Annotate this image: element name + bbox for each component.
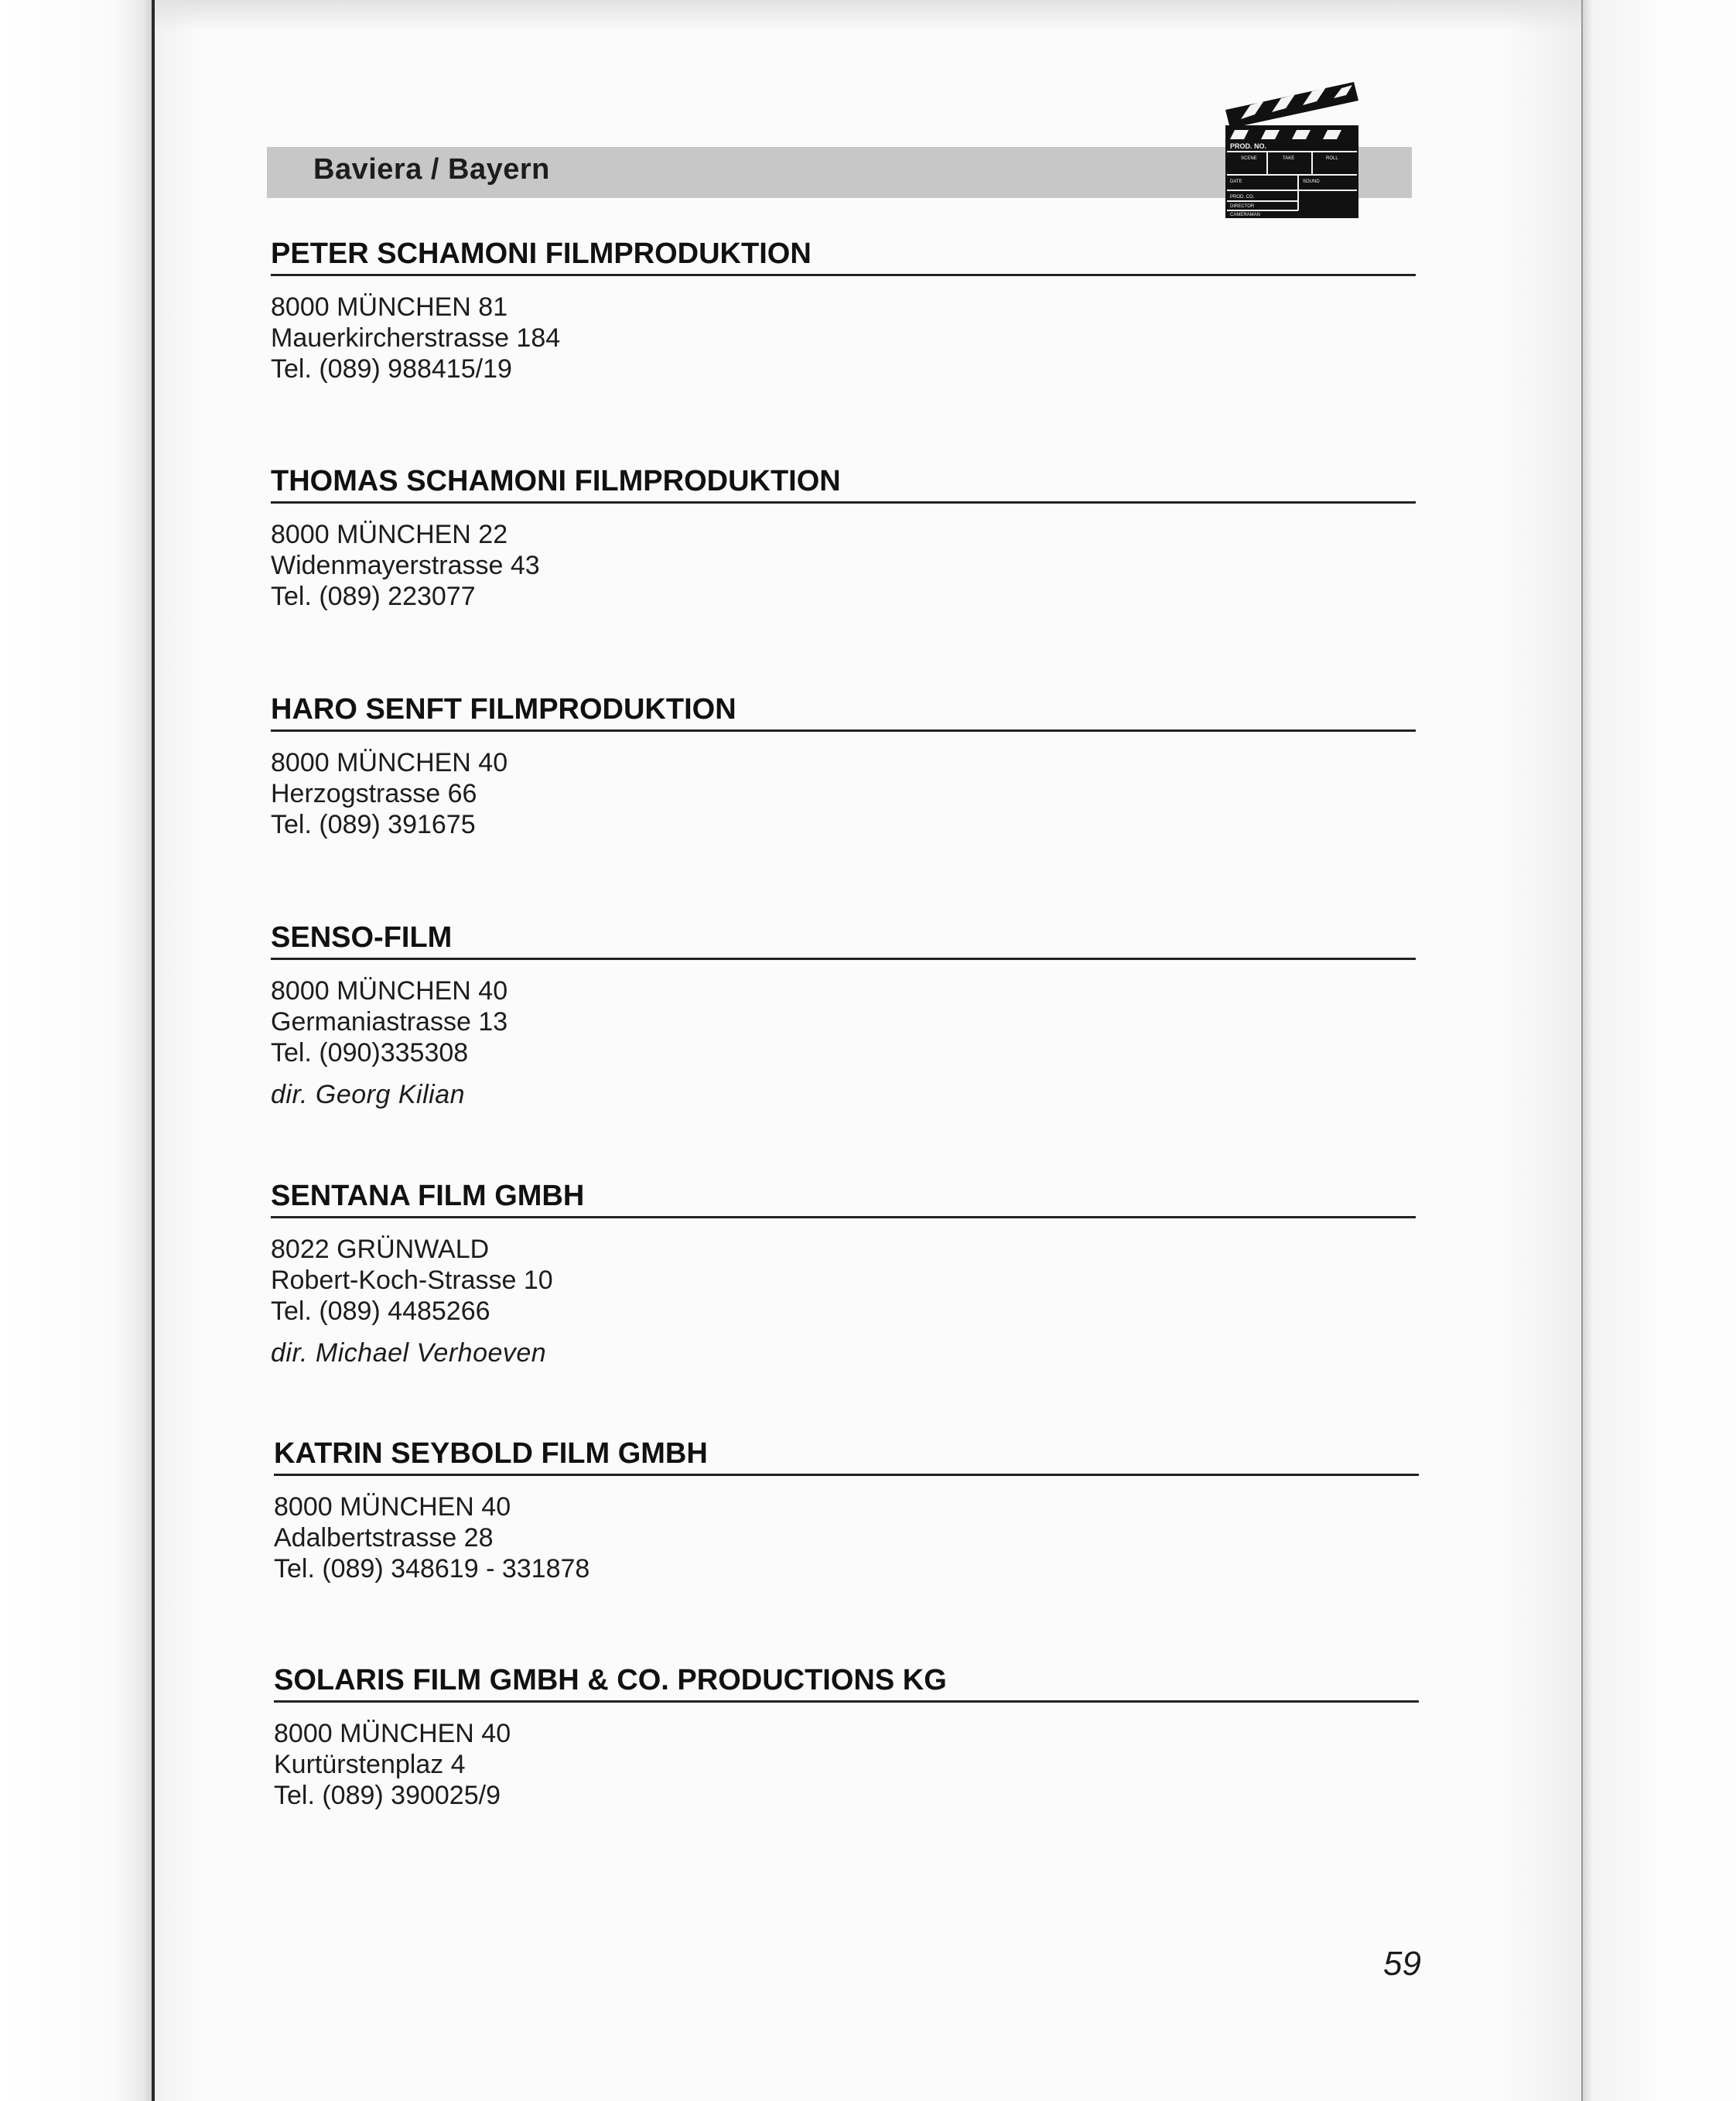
entry-divider	[271, 274, 1416, 276]
address-phone: Tel. (089) 391675	[271, 810, 476, 839]
page-number: 59	[1383, 1945, 1421, 1983]
clapper-label: TAKE	[1283, 156, 1295, 161]
company-entry	[271, 1177, 1416, 1368]
address-street: Adalbertstrasse 28	[274, 1523, 494, 1553]
clapper-label: DATE	[1230, 179, 1242, 184]
address-city: 8000 MÜNCHEN 81	[271, 292, 508, 322]
address-street: Widenmayerstrasse 43	[271, 551, 540, 580]
address-street: Germaniastrasse 13	[271, 1007, 508, 1037]
address-city: 8000 MÜNCHEN 40	[271, 748, 508, 777]
address-street: Mauerkircherstrasse 184	[271, 323, 561, 353]
entry-divider	[274, 1700, 1419, 1703]
film-clapperboard-icon	[1221, 77, 1362, 220]
company-name: PETER SCHAMONI FILMPRODUKTION	[271, 237, 812, 270]
company-address	[271, 975, 1416, 1068]
company-name: SENTANA FILM GMBH	[271, 1180, 585, 1212]
clapper-label: SCENE	[1241, 156, 1257, 161]
company-name: KATRIN SEYBOLD FILM GMBH	[274, 1437, 708, 1470]
company-address	[271, 292, 1416, 384]
company-entry	[271, 463, 1416, 612]
company-name: THOMAS SCHAMONI FILMPRODUKTION	[271, 465, 841, 497]
address-city: 8000 MÜNCHEN 40	[274, 1719, 511, 1748]
company-address	[274, 1491, 1419, 1584]
director-credit: dir. Michael Verhoeven	[271, 1338, 547, 1368]
address-phone: Tel. (090)335308	[271, 1038, 469, 1068]
company-entry	[271, 919, 1416, 1110]
company-name: HARO SENFT FILMPRODUKTION	[271, 693, 736, 726]
company-address	[271, 747, 1416, 840]
address-phone: Tel. (089) 223077	[271, 582, 476, 611]
address-city: 8000 MÜNCHEN 22	[271, 520, 508, 549]
address-phone: Tel. (089) 390025/9	[274, 1781, 501, 1810]
clapper-label: SOUND	[1303, 179, 1320, 184]
entry-divider	[271, 501, 1416, 504]
company-name: SENSO-FILM	[271, 921, 453, 954]
entry-divider	[274, 1474, 1419, 1476]
page-edge	[1581, 0, 1736, 2101]
company-entry	[274, 1662, 1419, 1811]
address-city: 8000 MÜNCHEN 40	[271, 976, 508, 1006]
director-credit: dir. Georg Kilian	[271, 1080, 466, 1109]
address-phone: Tel. (089) 988415/19	[271, 354, 512, 384]
book-spine-margin	[0, 0, 153, 2101]
page-top-shadow	[155, 0, 1581, 31]
entry-divider	[271, 729, 1416, 732]
clapper-label: CAMERAMAN	[1230, 213, 1261, 217]
company-name: SOLARIS FILM GMBH & CO. PRODUCTIONS KG	[274, 1664, 947, 1696]
clapper-label: DIRECTOR	[1230, 204, 1255, 209]
address-street: Herzogstrasse 66	[271, 779, 477, 808]
clapper-label: PROD. NO.	[1230, 142, 1267, 150]
entry-divider	[271, 1216, 1416, 1218]
address-city: 8000 MÜNCHEN 40	[274, 1492, 511, 1522]
address-phone: Tel. (089) 348619 - 331878	[274, 1554, 590, 1583]
entry-divider	[271, 958, 1416, 960]
clapper-label: PROD. CO.	[1230, 195, 1255, 200]
address-street: Robert-Koch-Strasse 10	[271, 1266, 553, 1295]
address-street: Kurtürstenplaz 4	[274, 1750, 466, 1779]
address-city: 8022 GRÜNWALD	[271, 1235, 490, 1264]
company-entry	[274, 1435, 1419, 1584]
region-title: Baviera / Bayern	[313, 153, 550, 186]
company-entry	[271, 691, 1416, 840]
company-address	[274, 1718, 1419, 1811]
clapper-label: ROLL	[1326, 156, 1338, 161]
company-address	[271, 519, 1416, 612]
company-address	[271, 1234, 1416, 1327]
address-phone: Tel. (089) 4485266	[271, 1296, 490, 1326]
company-entry	[271, 235, 1416, 384]
